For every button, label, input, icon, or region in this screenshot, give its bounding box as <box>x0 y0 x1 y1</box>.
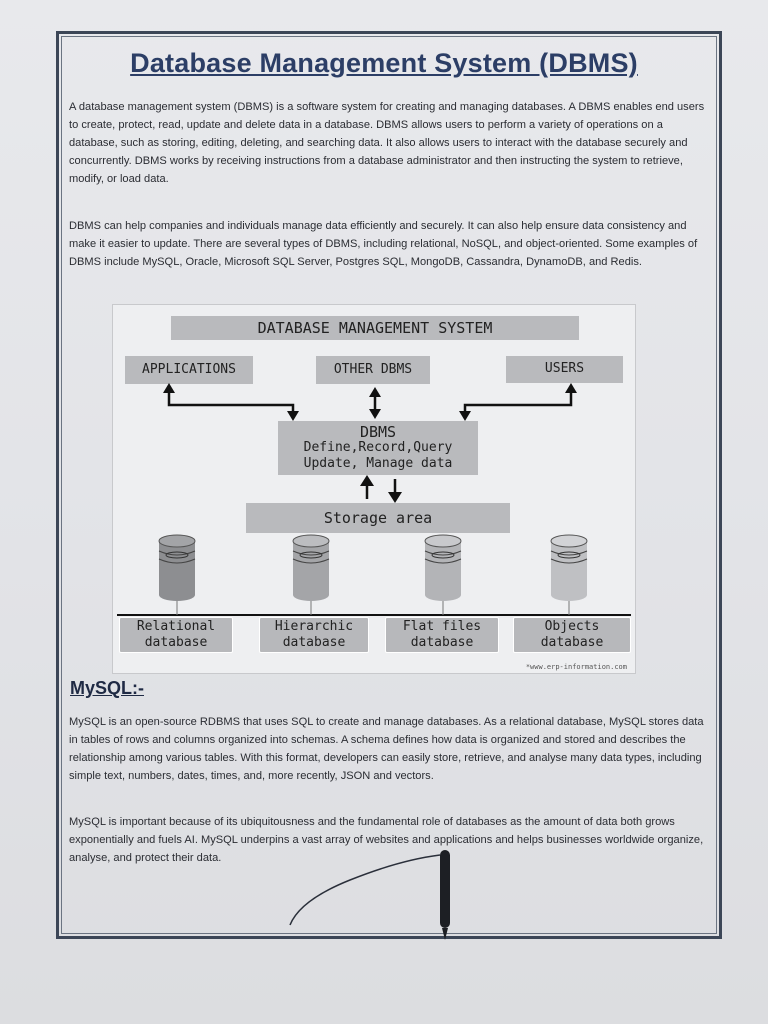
page-title: Database Management System (DBMS) <box>130 48 638 78</box>
db-label-line: database <box>540 635 604 650</box>
other-dbms-box: OTHER DBMS <box>316 356 430 384</box>
dbms-label: DBMS <box>359 423 397 441</box>
dbms-functions-line-1: Define,Record,Query <box>303 440 453 455</box>
mysql-paragraph-1: MySQL is an open-source RDBMS that uses SQL to create and manage databases. As a relational database, MySQL stores data in tables of rows and columns organized into schemas. A schema defines how data is organized and stored and describes the relationship among various tables. With this format, developers can easily store, retrieve, and analyse many data types, including simple text, numbers, dates, times, and, more recently, JSON and vectors. <box>69 716 704 782</box>
db-label-line: Relational <box>136 619 216 634</box>
diagram-title: DATABASE MANAGEMENT SYSTEM <box>171 316 579 340</box>
diagram-credit: *www.erp-information.com <box>525 663 627 671</box>
intro-paragraph-2: DBMS can help companies and individuals manage data efficiently and securely. It can also help ensure data consistency and make it easier to update. There are several types of DBMS, including relational, NoSQL, and object-oriented. Some examples of DBMS include MySQL, Oracle, Microsoft SQL Server, Postgres SQL, MongoDB, Cassandra, DynamoDB, and Redis. <box>69 220 698 268</box>
users-box: USERS <box>506 356 623 383</box>
dbms-functions-line-2: Update, Manage data <box>303 456 453 471</box>
mysql-heading: MySQL:- <box>70 678 144 698</box>
db-label-line: database <box>282 635 346 650</box>
db-label-line: Objects <box>544 619 600 634</box>
db-label-line: database <box>410 635 474 650</box>
db-label-line: Flat files <box>402 619 482 634</box>
db-label-line: database <box>144 635 208 650</box>
mysql-paragraph-2: MySQL is important because of its ubiquitousness and the fundamental role of databases as the amount of data both grows exponentially and fuels AI. MySQL underpins a vast array of websites and applications and helps businesses worldwide organize, analyse, and protect their data. <box>69 816 704 864</box>
intro-paragraph-1: A database management system (DBMS) is a software system for creating and managing databases. A DBMS enables end users to create, protect, read, update and delete data in a database. DBMS allows users to perform a variety of operations on a database, such as storing, editing, deleting, and searching data. It also allows users to interact with the database securely and concurrently. DBMS works by receiving instructions from a database administrator and then instructing the system to retrieve, modify, or load data. <box>69 101 705 185</box>
applications-box: APPLICATIONS <box>125 356 253 384</box>
storage-area-box: Storage area <box>246 503 510 533</box>
db-label-line: Hierarchic <box>274 619 354 634</box>
